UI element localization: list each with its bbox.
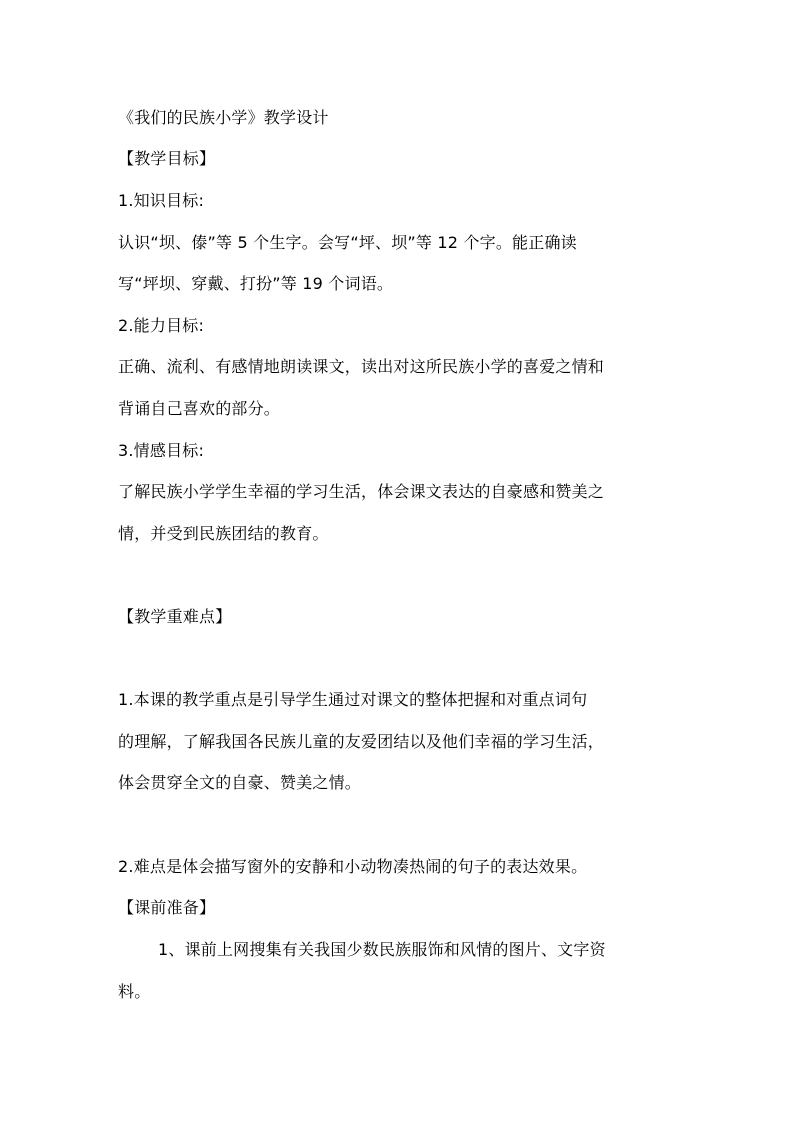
key-points-heading: 【教学重难点】 [118, 607, 232, 626]
ability-objective-line-1: 正确、流利、有感情地朗读课文，读出对这所民族小学的喜爱之情和 [118, 357, 605, 376]
key-point-1-line-2: 的理解，了解我国各民族儿童的友爱团结以及他们幸福的学习生活， [118, 732, 605, 751]
emotion-objective-line-2: 情，并受到民族团结的教育。 [118, 524, 329, 543]
key-point-1-line-1: 1.本课的教学重点是引导学生通过对课文的整体把握和对重点词句 [118, 690, 588, 709]
knowledge-objective-line-2: 写“坪坝、穿戴、打扮”等 19 个词语。 [118, 274, 394, 293]
preparation-heading: 【课前准备】 [118, 898, 216, 917]
emotion-objective-line-1: 了解民族小学学生幸福的学习生活，体会课文表达的自豪感和赞美之 [118, 482, 605, 501]
preparation-item-1-line-2: 料。 [118, 982, 151, 1001]
document-title: 《我们的民族小学》教学设计 [118, 108, 329, 127]
emotion-objective-label: 3.情感目标: [118, 441, 205, 460]
knowledge-objective-line-1: 认识“坝、傣”等 5 个生字。会写“坪、坝”等 12 个字。能正确读 [118, 233, 577, 252]
objectives-heading: 【教学目标】 [118, 149, 216, 168]
ability-objective-line-2: 背诵自己喜欢的部分。 [118, 399, 281, 418]
preparation-item-1-line-1: 1、课前上网搜集有关我国少数民族服饰和风情的图片、文字资 [158, 940, 606, 959]
knowledge-objective-label: 1.知识目标: [118, 191, 205, 210]
key-point-1-line-3: 体会贯穿全文的自豪、赞美之情。 [118, 773, 362, 792]
ability-objective-label: 2.能力目标: [118, 316, 205, 335]
key-point-2: 2.难点是体会描写窗外的安静和小动物凑热闹的句子的表达效果。 [118, 857, 588, 876]
